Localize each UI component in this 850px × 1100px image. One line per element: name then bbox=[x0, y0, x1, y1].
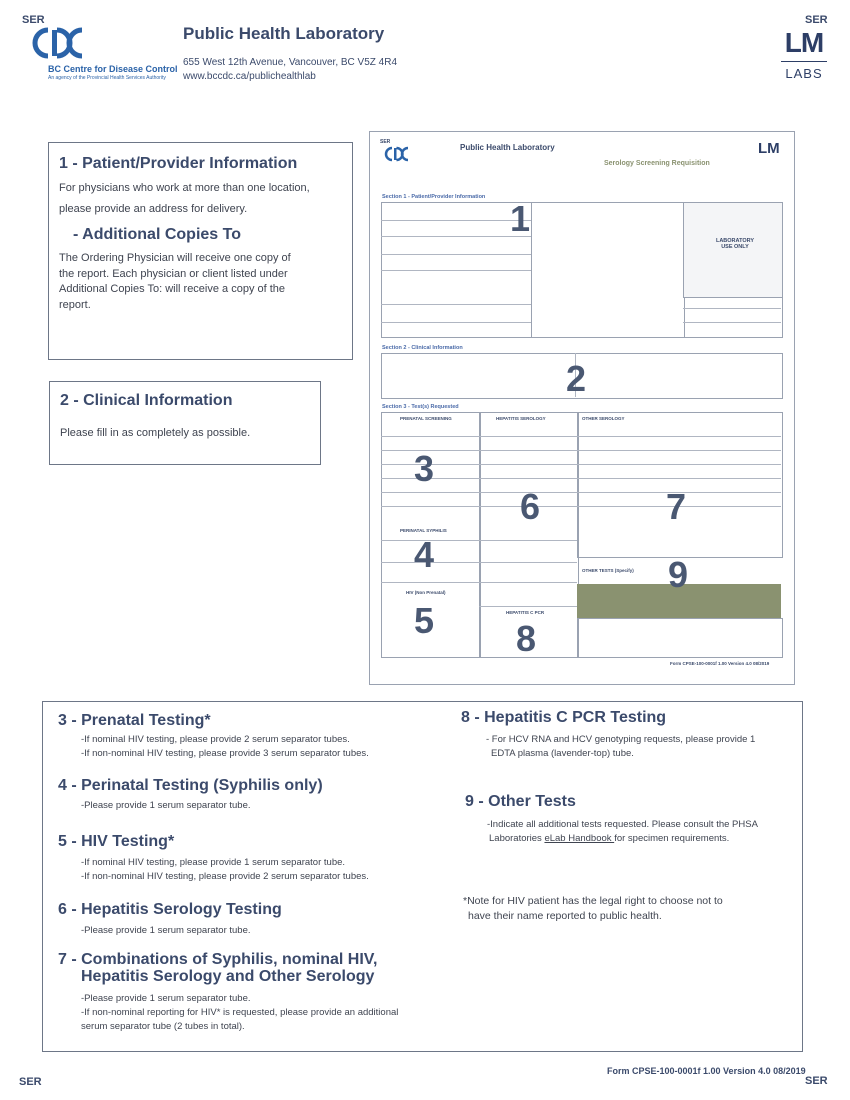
page-title: Public Health Laboratory bbox=[183, 24, 385, 43]
note-line: -If non-nominal HIV testing, please provide 3 serum separator tubes. bbox=[81, 748, 369, 759]
thumb-lab-use: LABORATORY USE ONLY bbox=[715, 238, 755, 250]
thumb-perinatal: PERINATAL SYPHILIS bbox=[400, 528, 447, 533]
section-1-line-2: please provide an address for delivery. bbox=[59, 203, 248, 215]
note-line: serum separator tube (2 tubes in total). bbox=[81, 1021, 245, 1032]
copy-line: The Ordering Physician will receive one copy of bbox=[59, 252, 291, 264]
thumb-marker-8: 8 bbox=[516, 618, 537, 659]
note-line: -Please provide 1 serum separator tube. bbox=[81, 993, 251, 1004]
thumb-marker-1: 1 bbox=[510, 198, 531, 239]
requisition-form-thumbnail bbox=[369, 131, 795, 685]
thumb-marker-9: 9 bbox=[668, 554, 689, 595]
thumb-section-1: Section 1 - Patient/Provider Information bbox=[382, 194, 486, 200]
section-7-title: 7 - Combinations of Syphilis, nominal HIV, bbox=[58, 951, 378, 968]
thumb-marker-3: 3 bbox=[414, 448, 435, 489]
note-line: -Please provide 1 serum separator tube. bbox=[81, 800, 251, 811]
thumb-title: Public Health Laboratory bbox=[460, 143, 555, 152]
lab-url: www.bccdc.ca/publichealthlab bbox=[183, 71, 316, 82]
thumb-cdc-logo bbox=[382, 146, 412, 162]
note-line: *Note for HIV patient has the legal right to choose not to bbox=[463, 895, 723, 907]
note-line: - For HCV RNA and HCV genotyping requests, please provide 1 bbox=[486, 734, 756, 745]
labs-logo-text: LABS bbox=[785, 66, 823, 81]
section-5-title: 5 - HIV Testing* bbox=[58, 833, 175, 850]
form-version: Form CPSE-100-0001f 1.00 Version 4.0 08/2019 bbox=[607, 1066, 806, 1076]
note-line: -If nominal HIV testing, please provide 2 serum separator tubes. bbox=[81, 734, 350, 745]
thumb-marker-4: 4 bbox=[414, 534, 435, 575]
thumb-hiv: HIV (Non Prenatal) bbox=[406, 590, 446, 595]
thumb-marker-7: 7 bbox=[666, 486, 687, 527]
section-3-notes bbox=[81, 733, 369, 761]
section-9-notes bbox=[487, 818, 758, 846]
section-5-notes bbox=[81, 856, 369, 884]
test-instructions-box bbox=[42, 701, 803, 1052]
additional-copies-title: - Additional Copies To bbox=[73, 226, 241, 243]
copy-line: Additional Copies To: will receive a copy of the bbox=[59, 283, 286, 295]
lm-logo-text: LM bbox=[784, 27, 824, 58]
thumb-other-tests: OTHER TESTS (Specify) bbox=[582, 568, 634, 573]
section-4-notes bbox=[81, 799, 251, 813]
lab-address: 655 West 12th Avenue, Vancouver, BC V5Z 4R4 bbox=[183, 57, 398, 68]
section-4-title: 4 - Perinatal Testing (Syphilis only) bbox=[58, 777, 323, 794]
note-line: -If non-nominal reporting for HIV* is requested, please provide an additional bbox=[81, 1007, 399, 1018]
note-line: -If nominal HIV testing, please provide 1 serum separator tube. bbox=[81, 857, 346, 868]
section-1-line-1: For physicians who work at more than one location, bbox=[59, 182, 310, 194]
thumb-form-name: Serology Screening Requisition bbox=[604, 160, 710, 167]
note-line bbox=[487, 832, 758, 846]
note-line: -If non-nominal HIV testing, please provide 2 serum separator tubes. bbox=[81, 871, 369, 882]
section-2-box bbox=[49, 381, 321, 465]
elab-handbook-link[interactable]: eLab Handbook bbox=[544, 833, 615, 844]
ser-code-bottom-right: SER bbox=[805, 1075, 828, 1087]
thumb-marker-2: 2 bbox=[566, 358, 587, 399]
note-line: -Indicate all additional tests requested. Please consult the PHSA bbox=[487, 819, 758, 830]
additional-copies-text bbox=[59, 251, 344, 313]
section-1-box bbox=[48, 142, 353, 360]
note-line: -Please provide 1 serum separator tube. bbox=[81, 925, 251, 936]
section-7-title-cont: Hepatitis Serology and Other Serology bbox=[81, 968, 375, 985]
cdc-subtitle: An agency of the Provincial Health Services Authority bbox=[48, 75, 166, 81]
thumb-hcv: HEPATITIS C PCR bbox=[506, 610, 545, 615]
section-6-title: 6 - Hepatitis Serology Testing bbox=[58, 901, 282, 918]
thumb-version: Form CPSE-100-0001f 1.00 Version 4.0 08/2019 bbox=[670, 661, 770, 666]
thumb-ser: SER bbox=[380, 139, 391, 145]
thumb-section-3: Section 3 - Test(s) Requested bbox=[382, 404, 459, 410]
note-line: have their name reported to public health. bbox=[468, 910, 662, 922]
section-8-notes bbox=[486, 733, 755, 761]
lm-labs-logo bbox=[779, 24, 829, 88]
thumb-hep: HEPATITIS SEROLOGY bbox=[496, 416, 546, 421]
ser-code-bottom-left: SER bbox=[19, 1076, 42, 1088]
thumb-other-serology: OTHER SEROLOGY bbox=[582, 416, 625, 421]
section-3-title: 3 - Prenatal Testing* bbox=[58, 712, 211, 729]
note-line: EDTA plasma (lavender-top) tube. bbox=[491, 748, 634, 759]
thumb-section-2: Section 2 - Clinical Information bbox=[382, 345, 463, 351]
thumb-lm-logo: LM bbox=[758, 140, 780, 157]
note-text: for specimen requirements. bbox=[614, 833, 730, 844]
copy-line: the report. Each physician or client listed under bbox=[59, 267, 288, 280]
copy-line: report. bbox=[59, 298, 91, 311]
section-2-title: 2 - Clinical Information bbox=[60, 392, 233, 409]
ser-code-top-right: SER bbox=[805, 14, 828, 26]
section-8-title: 8 - Hepatitis C PCR Testing bbox=[461, 709, 667, 726]
lab-address-block bbox=[183, 56, 397, 84]
section-6-notes bbox=[81, 924, 251, 938]
thumb-marker-5: 5 bbox=[414, 600, 435, 641]
thumb-marker-6: 6 bbox=[520, 486, 541, 527]
section-1-title: 1 - Patient/Provider Information bbox=[59, 155, 298, 172]
section-9-title: 9 - Other Tests bbox=[465, 793, 576, 810]
note-text: Laboratories bbox=[489, 833, 545, 844]
hiv-note bbox=[463, 894, 723, 924]
thumb-prenatal: PRENATAL SCREENING bbox=[400, 416, 452, 421]
ser-code-top-left: SER bbox=[22, 14, 45, 26]
section-7-notes bbox=[81, 992, 398, 1034]
section-2-text: Please fill in as completely as possible. bbox=[60, 427, 251, 439]
cdc-name: BC Centre for Disease Control bbox=[48, 64, 178, 74]
